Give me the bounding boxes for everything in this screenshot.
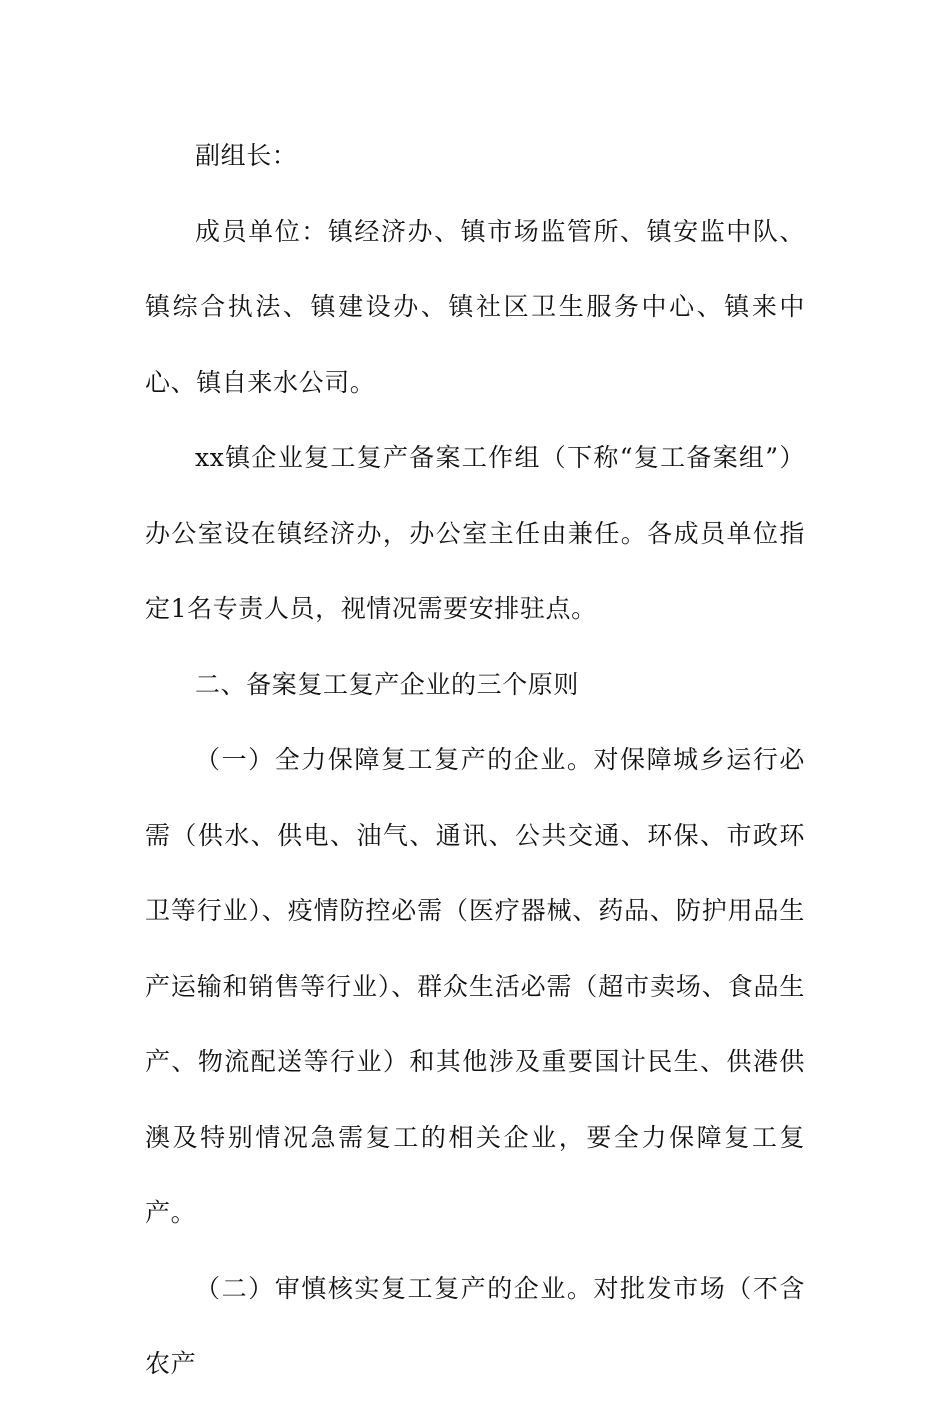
paragraph-principle-two: （二）审慎核实复工复产的企业。对批发市场（不含农产 [145,1273,805,1378]
section-heading: 二、备案复工复产企业的三个原则 [195,669,580,699]
paragraph-member-units: 成员单位：镇经济办、镇市场监管所、镇安监中队、镇综合执法、镇建设办、镇社区卫生服务中心、镇来中心、镇自来水公司。 [145,216,805,397]
document-body [145,118,805,1402]
paragraph-deputy-leader: 副组长： [195,141,298,170]
paragraph-principle-one: （一）全力保障复工复产的企业。对保障城乡运行必需（供水、供电、油气、通讯、公共交通、环保、市政环卫等行业）、疫情防控必需（医疗器械、药品、防护用品生产运输和销售等行业）、群众生活必需（超市卖场、食品生产、物流配送等行业）和其他涉及重要国计民生、供港供澳及特别情况急需复工的相关企业，要全力保障复工复产。 [145,745,805,1227]
paragraph-office-setup: xx镇企业复工复产备案工作组（下称“复工备案组”）办公室设在镇经济办，办公室主任由兼任。各成员单位指定1名专责人员，视情况需要安排驻点。 [145,443,805,623]
